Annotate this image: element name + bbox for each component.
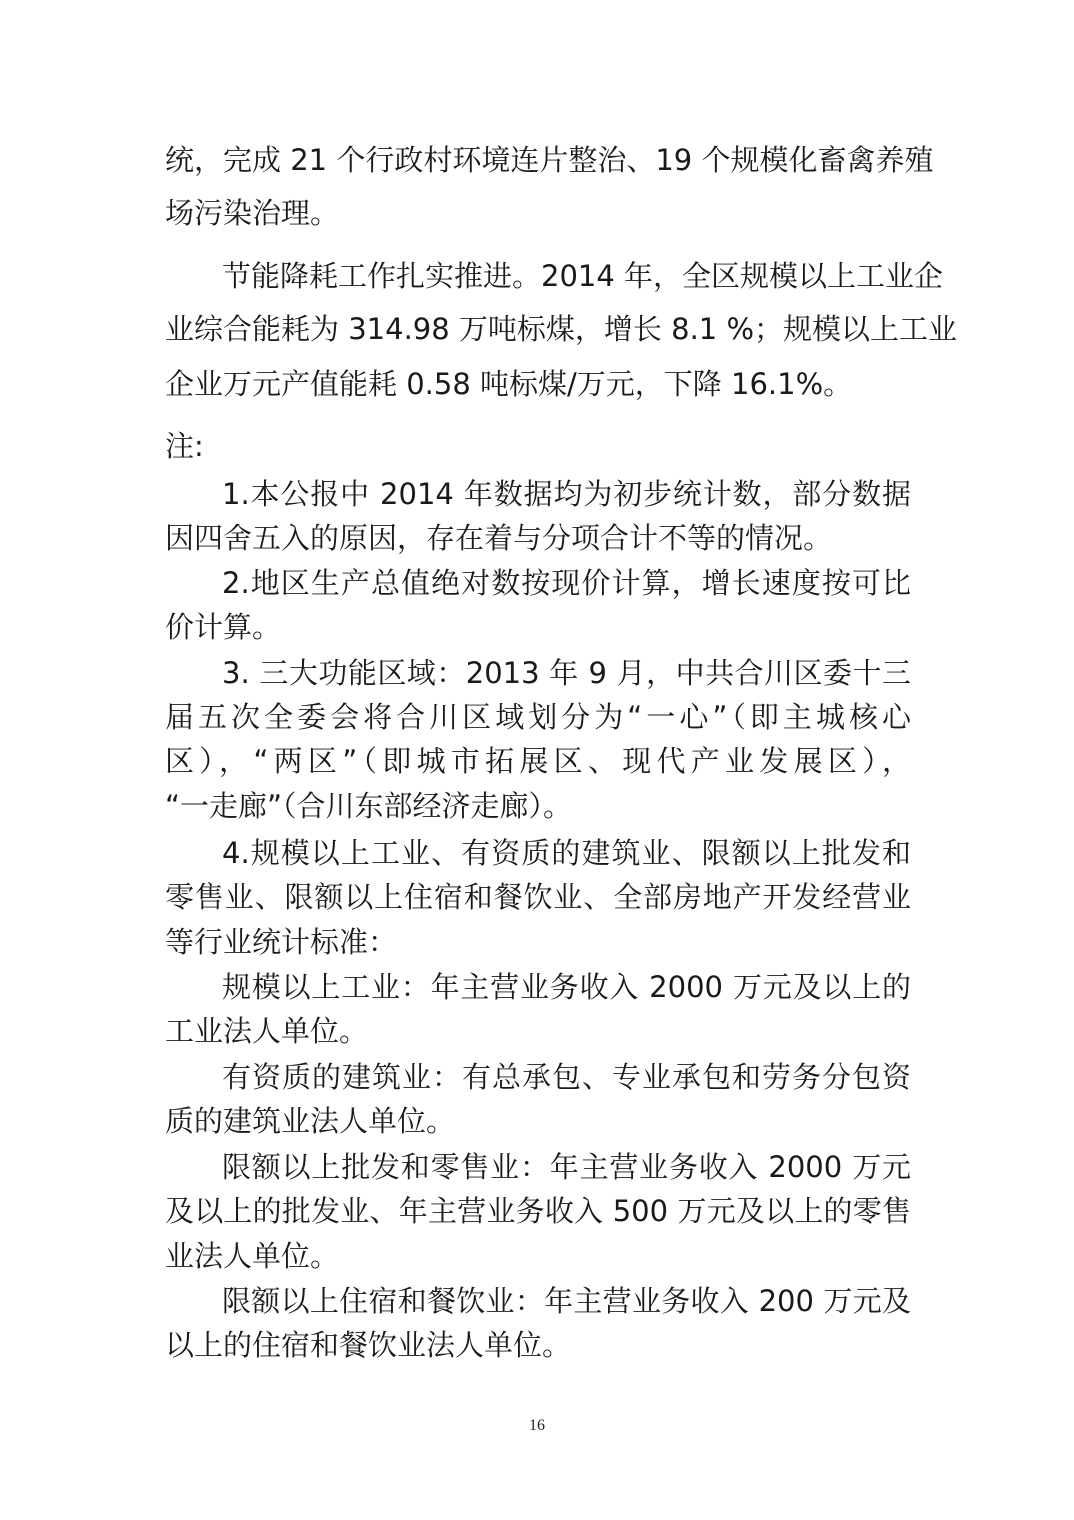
text-line: 企业万元产值能耗 0.58 吨标煤/万元，下降 16.1%。 <box>165 367 853 401</box>
text-line: 规模以上工业：年主营业务收入 2000 万元及以上的 <box>222 970 911 1004</box>
text-line: 因四舍五入的原因，存在着与分项合计不等的情况。 <box>165 521 833 555</box>
text-line: 场污染治理。 <box>165 196 340 230</box>
text-line: 1.本公报中 2014 年数据均为初步统计数，部分数据 <box>222 477 911 511</box>
text-line: 4.规模以上工业、有资质的建筑业、限额以上批发和 <box>222 836 911 870</box>
page-number: 16 <box>529 1417 545 1434</box>
text-line: 质的建筑业法人单位。 <box>165 1104 456 1138</box>
text-line: 业法人单位。 <box>165 1239 340 1273</box>
text-line: 等行业统计标准： <box>165 925 398 959</box>
note-heading: 注: <box>165 429 204 463</box>
text-line: 有资质的建筑业：有总承包、专业承包和劳务分包资 <box>222 1060 911 1094</box>
text-line: 业综合能耗为 314.98 万吨标煤，增长 8.1 %；规模以上工业 <box>165 312 958 346</box>
text-line: 区），“两区”（即城市拓展区、现代产业发展区）， <box>165 744 911 778</box>
text-line: 限额以上住宿和餐饮业：年主营业务收入 200 万元及 <box>222 1284 911 1318</box>
text-line: “一走廊”（合川东部经济走廊）。 <box>165 789 573 823</box>
text-line: 限额以上批发和零售业：年主营业务收入 2000 万元 <box>222 1150 911 1184</box>
text-line: 工业法人单位。 <box>165 1014 369 1048</box>
text-line: 及以上的批发业、年主营业务收入 500 万元及以上的零售 <box>165 1194 911 1228</box>
text-line: 统，完成 21 个行政村环境连片整治、19 个规模化畜禽养殖 <box>165 143 934 177</box>
text-line: 节能降耗工作扎实推进。2014 年，全区规模以上工业企 <box>222 259 944 293</box>
text-line: 2.地区生产总值绝对数按现价计算，增长速度按可比 <box>222 566 911 600</box>
text-line: 3. 三大功能区域：2013 年 9 月，中共合川区委十三 <box>222 656 911 690</box>
text-line: 零售业、限额以上住宿和餐饮业、全部房地产开发经营业 <box>165 880 911 914</box>
text-line: 届五次全委会将合川区域划分为“一心”（即主城核心 <box>165 700 911 734</box>
text-line: 价计算。 <box>165 610 282 644</box>
text-line: 以上的住宿和餐饮业法人单位。 <box>165 1328 572 1362</box>
